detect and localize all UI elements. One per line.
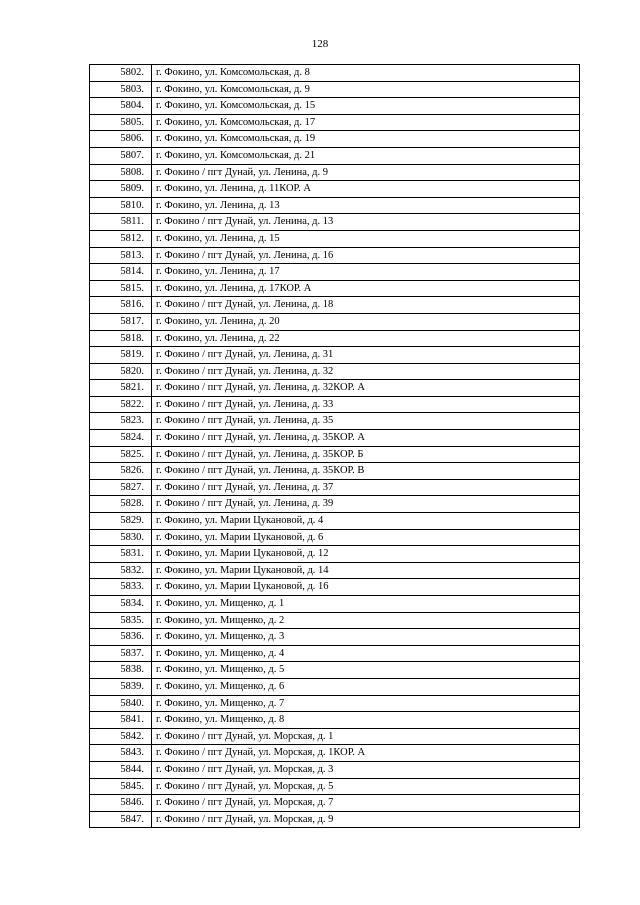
row-number-cell: 5830. bbox=[90, 529, 152, 546]
address-cell: г. Фокино, ул. Комсомольская, д. 8 bbox=[152, 65, 580, 82]
address-cell: г. Фокино / пгт Дунай, ул. Ленина, д. 33 bbox=[152, 396, 580, 413]
address-table-body bbox=[90, 65, 580, 828]
page-number: 128 bbox=[311, 38, 329, 50]
address-cell: г. Фокино, ул. Мищенко, д. 1 bbox=[152, 596, 580, 613]
address-cell: г. Фокино, ул. Марии Цукановой, д. 4 bbox=[152, 513, 580, 530]
address-cell: г. Фокино, ул. Марии Цукановой, д. 16 bbox=[152, 579, 580, 596]
address-cell: г. Фокино, ул. Мищенко, д. 5 bbox=[152, 662, 580, 679]
row-number-cell: 5837. bbox=[90, 645, 152, 662]
table-row bbox=[90, 430, 580, 447]
row-number-cell: 5817. bbox=[90, 313, 152, 330]
table-row bbox=[90, 778, 580, 795]
table-row bbox=[90, 396, 580, 413]
address-cell: г. Фокино / пгт Дунай, ул. Ленина, д. 37 bbox=[152, 479, 580, 496]
row-number-cell: 5821. bbox=[90, 380, 152, 397]
table-row bbox=[90, 446, 580, 463]
table-row bbox=[90, 114, 580, 131]
row-number-cell: 5814. bbox=[90, 264, 152, 281]
address-cell: г. Фокино / пгт Дунай, ул. Ленина, д. 31 bbox=[152, 347, 580, 364]
table-row bbox=[90, 313, 580, 330]
address-cell: г. Фокино, ул. Мищенко, д. 2 bbox=[152, 612, 580, 629]
row-number-cell: 5833. bbox=[90, 579, 152, 596]
table-row bbox=[90, 147, 580, 164]
address-cell: г. Фокино / пгт Дунай, ул. Морская, д. 3 bbox=[152, 761, 580, 778]
row-number-cell: 5805. bbox=[90, 114, 152, 131]
address-cell: г. Фокино, ул. Ленина, д. 13 bbox=[152, 197, 580, 214]
row-number-cell: 5835. bbox=[90, 612, 152, 629]
address-cell: г. Фокино / пгт Дунай, ул. Ленина, д. 39 bbox=[152, 496, 580, 513]
row-number-cell: 5823. bbox=[90, 413, 152, 430]
table-row bbox=[90, 264, 580, 281]
row-number-cell: 5808. bbox=[90, 164, 152, 181]
row-number-cell: 5819. bbox=[90, 347, 152, 364]
row-number-cell: 5815. bbox=[90, 280, 152, 297]
row-number-cell: 5822. bbox=[90, 396, 152, 413]
address-cell: г. Фокино / пгт Дунай, ул. Ленина, д. 35КОР. Б bbox=[152, 446, 580, 463]
row-number-cell: 5812. bbox=[90, 230, 152, 247]
address-cell: г. Фокино / пгт Дунай, ул. Морская, д. 1 bbox=[152, 728, 580, 745]
row-number-cell: 5838. bbox=[90, 662, 152, 679]
row-number-cell: 5831. bbox=[90, 546, 152, 563]
row-number-cell: 5804. bbox=[90, 98, 152, 115]
table-row bbox=[90, 330, 580, 347]
table-row bbox=[90, 81, 580, 98]
table-row bbox=[90, 197, 580, 214]
table-row bbox=[90, 695, 580, 712]
row-number-cell: 5841. bbox=[90, 712, 152, 729]
address-cell: г. Фокино / пгт Дунай, ул. Морская, д. 5 bbox=[152, 778, 580, 795]
address-cell: г. Фокино / пгт Дунай, ул. Ленина, д. 35КОР. А bbox=[152, 430, 580, 447]
address-cell: г. Фокино, ул. Комсомольская, д. 17 bbox=[152, 114, 580, 131]
address-cell: г. Фокино / пгт Дунай, ул. Морская, д. 7 bbox=[152, 795, 580, 812]
address-cell: г. Фокино, ул. Марии Цукановой, д. 14 bbox=[152, 562, 580, 579]
row-number-cell: 5825. bbox=[90, 446, 152, 463]
address-cell: г. Фокино, ул. Мищенко, д. 4 bbox=[152, 645, 580, 662]
address-cell: г. Фокино, ул. Ленина, д. 17 bbox=[152, 264, 580, 281]
table-row bbox=[90, 247, 580, 264]
address-cell: г. Фокино / пгт Дунай, ул. Ленина, д. 16 bbox=[152, 247, 580, 264]
table-row bbox=[90, 513, 580, 530]
row-number-cell: 5810. bbox=[90, 197, 152, 214]
address-table bbox=[89, 64, 580, 828]
row-number-cell: 5802. bbox=[90, 65, 152, 82]
row-number-cell: 5824. bbox=[90, 430, 152, 447]
row-number-cell: 5847. bbox=[90, 811, 152, 828]
table-row bbox=[90, 795, 580, 812]
table-row bbox=[90, 761, 580, 778]
row-number-cell: 5809. bbox=[90, 181, 152, 198]
table-row bbox=[90, 612, 580, 629]
table-row bbox=[90, 65, 580, 82]
address-cell: г. Фокино / пгт Дунай, ул. Ленина, д. 35 bbox=[152, 413, 580, 430]
table-row bbox=[90, 463, 580, 480]
table-row bbox=[90, 363, 580, 380]
row-number-cell: 5806. bbox=[90, 131, 152, 148]
row-number-cell: 5807. bbox=[90, 147, 152, 164]
table-row bbox=[90, 98, 580, 115]
address-cell: г. Фокино, ул. Ленина, д. 17КОР. А bbox=[152, 280, 580, 297]
address-cell: г. Фокино / пгт Дунай, ул. Ленина, д. 9 bbox=[152, 164, 580, 181]
row-number-cell: 5842. bbox=[90, 728, 152, 745]
table-row bbox=[90, 214, 580, 231]
table-row bbox=[90, 811, 580, 828]
table-row bbox=[90, 629, 580, 646]
table-row bbox=[90, 579, 580, 596]
address-cell: г. Фокино, ул. Ленина, д. 15 bbox=[152, 230, 580, 247]
row-number-cell: 5811. bbox=[90, 214, 152, 231]
address-cell: г. Фокино, ул. Ленина, д. 20 bbox=[152, 313, 580, 330]
address-cell: г. Фокино, ул. Комсомольская, д. 21 bbox=[152, 147, 580, 164]
table-row bbox=[90, 230, 580, 247]
row-number-cell: 5846. bbox=[90, 795, 152, 812]
address-cell: г. Фокино / пгт Дунай, ул. Ленина, д. 18 bbox=[152, 297, 580, 314]
row-number-cell: 5836. bbox=[90, 629, 152, 646]
table-row bbox=[90, 347, 580, 364]
row-number-cell: 5834. bbox=[90, 596, 152, 613]
address-cell: г. Фокино, ул. Марии Цукановой, д. 6 bbox=[152, 529, 580, 546]
table-row bbox=[90, 662, 580, 679]
row-number-cell: 5813. bbox=[90, 247, 152, 264]
table-row bbox=[90, 728, 580, 745]
row-number-cell: 5829. bbox=[90, 513, 152, 530]
row-number-cell: 5827. bbox=[90, 479, 152, 496]
table-row bbox=[90, 131, 580, 148]
table-row bbox=[90, 164, 580, 181]
address-cell: г. Фокино / пгт Дунай, ул. Морская, д. 1КОР. А bbox=[152, 745, 580, 762]
address-cell: г. Фокино, ул. Ленина, д. 11КОР. А bbox=[152, 181, 580, 198]
table-row bbox=[90, 529, 580, 546]
address-cell: г. Фокино, ул. Ленина, д. 22 bbox=[152, 330, 580, 347]
address-cell: г. Фокино / пгт Дунай, ул. Ленина, д. 32 bbox=[152, 363, 580, 380]
table-row bbox=[90, 546, 580, 563]
address-cell: г. Фокино, ул. Комсомольская, д. 15 bbox=[152, 98, 580, 115]
address-cell: г. Фокино / пгт Дунай, ул. Морская, д. 9 bbox=[152, 811, 580, 828]
table-row bbox=[90, 280, 580, 297]
address-cell: г. Фокино / пгт Дунай, ул. Ленина, д. 35КОР. В bbox=[152, 463, 580, 480]
table-row bbox=[90, 678, 580, 695]
table-row bbox=[90, 413, 580, 430]
row-number-cell: 5816. bbox=[90, 297, 152, 314]
table-row bbox=[90, 496, 580, 513]
address-cell: г. Фокино, ул. Мищенко, д. 8 bbox=[152, 712, 580, 729]
address-cell: г. Фокино, ул. Мищенко, д. 6 bbox=[152, 678, 580, 695]
address-cell: г. Фокино, ул. Мищенко, д. 3 bbox=[152, 629, 580, 646]
row-number-cell: 5803. bbox=[90, 81, 152, 98]
row-number-cell: 5840. bbox=[90, 695, 152, 712]
address-cell: г. Фокино, ул. Мищенко, д. 7 bbox=[152, 695, 580, 712]
row-number-cell: 5826. bbox=[90, 463, 152, 480]
row-number-cell: 5839. bbox=[90, 678, 152, 695]
row-number-cell: 5843. bbox=[90, 745, 152, 762]
row-number-cell: 5832. bbox=[90, 562, 152, 579]
table-row bbox=[90, 596, 580, 613]
row-number-cell: 5818. bbox=[90, 330, 152, 347]
row-number-cell: 5820. bbox=[90, 363, 152, 380]
address-cell: г. Фокино, ул. Комсомольская, д. 19 bbox=[152, 131, 580, 148]
table-row bbox=[90, 181, 580, 198]
address-cell: г. Фокино, ул. Марии Цукановой, д. 12 bbox=[152, 546, 580, 563]
address-cell: г. Фокино / пгт Дунай, ул. Ленина, д. 13 bbox=[152, 214, 580, 231]
row-number-cell: 5844. bbox=[90, 761, 152, 778]
table-row bbox=[90, 712, 580, 729]
address-cell: г. Фокино, ул. Комсомольская, д. 9 bbox=[152, 81, 580, 98]
table-row bbox=[90, 479, 580, 496]
row-number-cell: 5845. bbox=[90, 778, 152, 795]
table-row bbox=[90, 562, 580, 579]
address-cell: г. Фокино / пгт Дунай, ул. Ленина, д. 32КОР. А bbox=[152, 380, 580, 397]
row-number-cell: 5828. bbox=[90, 496, 152, 513]
table-row bbox=[90, 380, 580, 397]
table-row bbox=[90, 745, 580, 762]
table-row bbox=[90, 645, 580, 662]
table-row bbox=[90, 297, 580, 314]
